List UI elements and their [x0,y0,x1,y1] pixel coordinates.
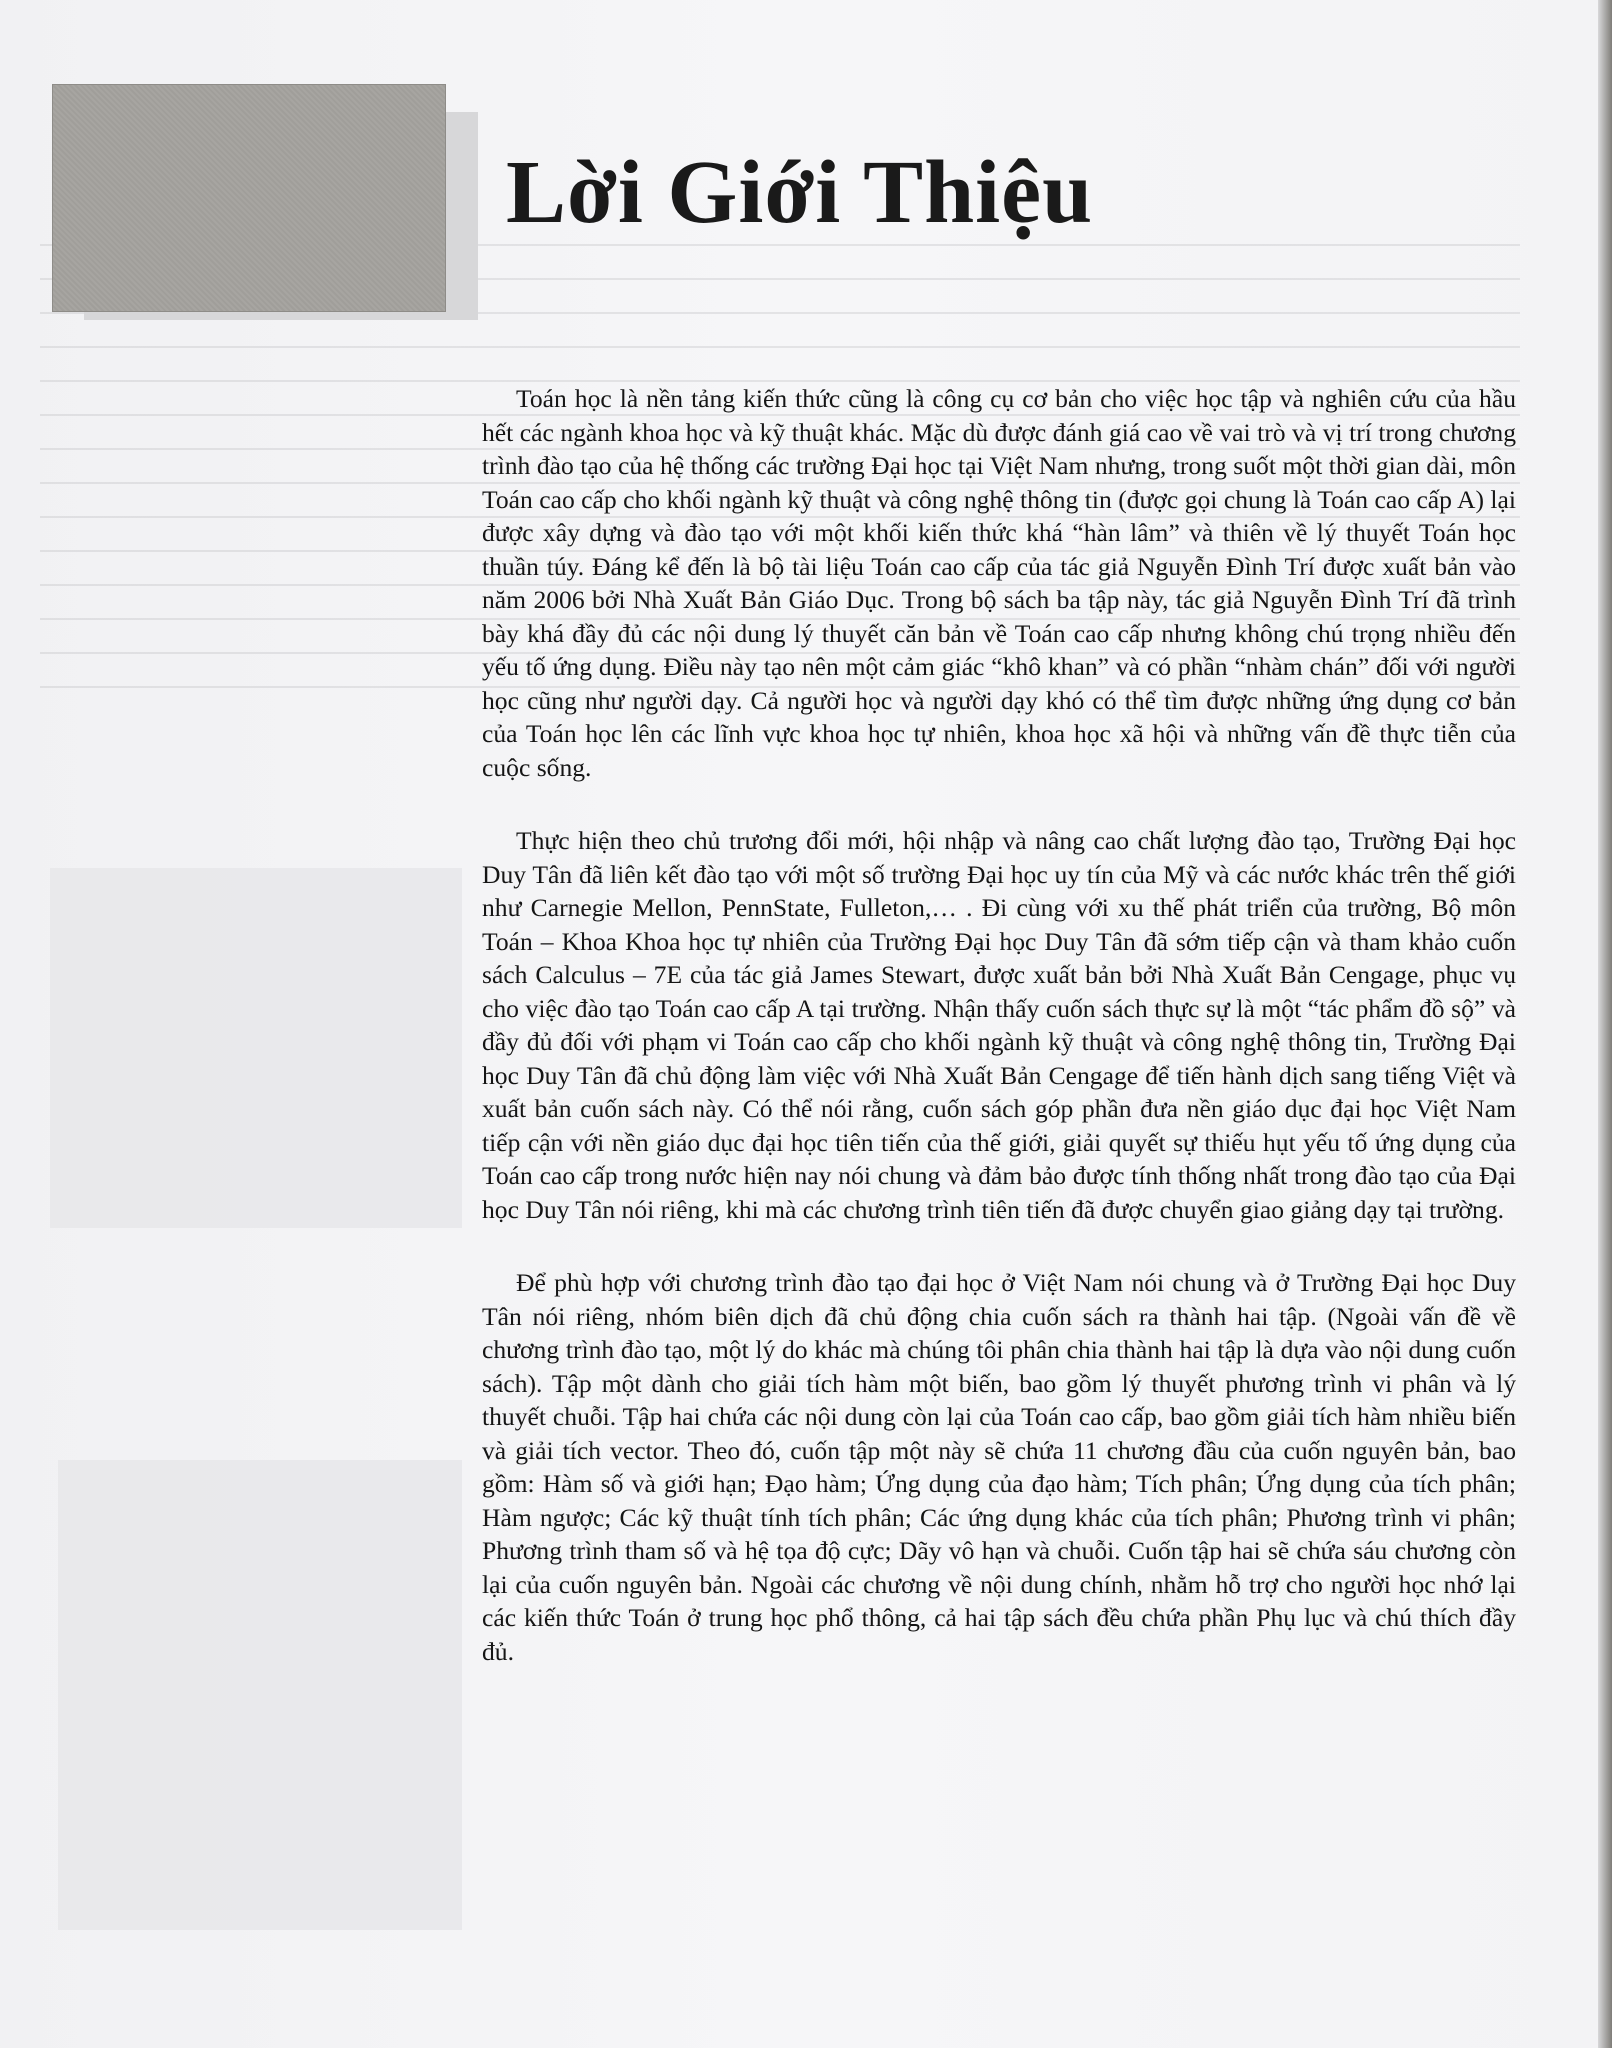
paragraph-1: Toán học là nền tảng kiến thức cũng là công cụ cơ bản cho việc học tập và nghiên cứu của hầu hết các ngành khoa học và kỹ thuật khác. Mặc dù được đánh giá cao về vai trò và vị trí trong chương trình đào tạo của hệ thống các trường Đại học tại Việt Nam nhưng, trong suốt một thời gian dài, môn Toán cao cấp cho khối ngành kỹ thuật và công nghệ thông tin (được gọi chung là Toán cao cấp A) lại được xây dựng và đào tạo với một khối kiến thức khá “hàn lâm” và thiên về lý thuyết Toán học thuần túy. Đáng kể đến là bộ tài liệu Toán cao cấp của tác giả Nguyễn Đình Trí được xuất bản vào năm 2006 bởi Nhà Xuất Bản Giáo Dục. Trong bộ sách ba tập này, tác giả Nguyễn Đình Trí đã trình bày khá đầy đủ các nội dung lý thuyết căn bản về Toán cao cấp nhưng không chú trọng nhiều đến yếu tố ứng dụng. Điều này tạo nên một cảm giác “khô khan” và có phần “nhàm chán” đối với người học cũng như người dạy. Cả người học và người dạy khó có thể tìm được những ứng dụng cơ bản của Toán học lên các lĩnh vực khoa học tự nhiên, khoa học xã hội và những vấn đề thực tiễn của cuộc sống. [482,384,1516,782]
paragraph-3: Để phù hợp với chương trình đào tạo đại học ở Việt Nam nói chung và ở Trường Đại học Duy Tân nói riêng, nhóm biên dịch đã chủ động chia cuốn sách ra thành hai tập. (Ngoài vấn đề về chương trình đào tạo, một lý do khác mà chúng tôi phân chia thành hai tập là dựa vào nội dung cuốn sách). Tập một dành cho giải tích hàm một biến, bao gồm lý thuyết phương trình vi phân và lý thuyết chuỗi. Tập hai chứa các nội dung còn lại của Toán cao cấp, bao gồm giải tích hàm nhiều biến và giải tích vector. Theo đó, cuốn tập một này sẽ chứa 11 chương đầu của cuốn nguyên bản, bao gồm: Hàm số và giới hạn; Đạo hàm; Ứng dụng của đạo hàm; Tích phân; Ứng dụng của tích phân; Hàm ngược; Các kỹ thuật tính tích phân; Các ứng dụng khác của tích phân; Phương trình vi phân; Phương trình tham số và hệ tọa độ cực; Dãy vô hạn và chuỗi. Cuốn tập hai sẽ chứa sáu chương còn lại của cuốn nguyên bản. Ngoài các chương về nội dung chính, nhằm hỗ trợ cho người học nhớ lại các kiến thức Toán ở trung học phổ thông, cả hai tập sách đều chứa phần Phụ lục và chú thích đầy đủ. [482,1268,1516,1666]
title-decor-block [52,84,446,312]
paragraph-2: Thực hiện theo chủ trương đổi mới, hội nhập và nâng cao chất lượng đào tạo, Trường Đại học Duy Tân đã liên kết đào tạo với một số trường Đại học uy tín của Mỹ và các nước khác trên thế giới như Carnegie Mellon, PennState, Fulleton,… . Đi cùng với xu thế phát triển của trường, Bộ môn Toán – Khoa Khoa học tự nhiên của Trường Đại học Duy Tân đã sớm tiếp cận và tham khảo cuốn sách Calculus – 7E của tác giả James Stewart, được xuất bản bởi Nhà Xuất Bản Cengage, phục vụ cho việc đào tạo Toán cao cấp A tại trường. Nhận thấy cuốn sách thực sự là một “tác phẩm đồ sộ” và đầy đủ đối với phạm vi Toán cao cấp cho khối ngành kỹ thuật và công nghệ thông tin, Trường Đại học Duy Tân đã chủ động làm việc với Nhà Xuất Bản Cengage để tiến hành dịch sang tiếng Việt và xuất bản cuốn sách này. Có thể nói rằng, cuốn sách góp phần đưa nền giáo dục đại học Việt Nam tiếp cận với nền giáo dục đại học tiên tiến của thế giới, giải quyết sự thiếu hụt yếu tố ứng dụng của Toán cao cấp trong nước hiện nay nói chung và đảm bảo được tính thống nhất trong đào tạo của Đại học Duy Tân nói riêng, khi mà các chương trình tiên tiến đã được chuyển giao giảng dạy tại trường. [482,826,1516,1224]
page-title: Lời Giới Thiệu [506,143,1094,242]
bleed-through-image-block-lower [58,1460,462,1930]
bleed-through-image-block [50,868,462,1228]
page-edge-shadow [1598,0,1612,2048]
intro-body [482,382,1516,1708]
